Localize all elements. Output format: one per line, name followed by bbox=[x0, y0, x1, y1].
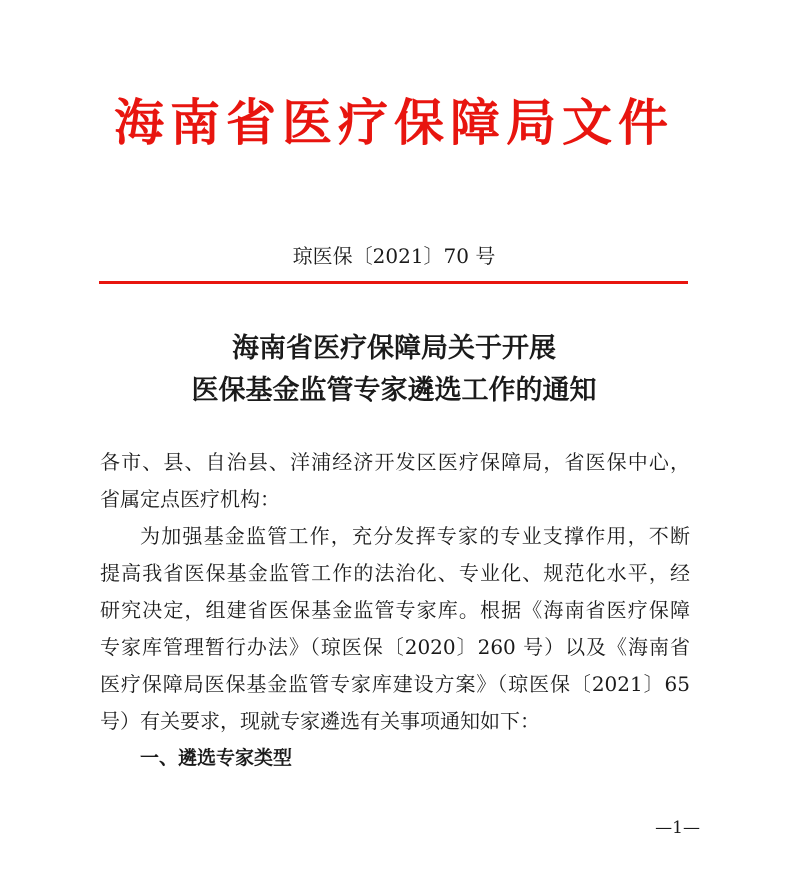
page-number: —1— bbox=[655, 818, 700, 838]
document-header-title: 海南省医疗保障局文件 bbox=[114, 93, 674, 152]
paragraph-line-6: 号）有关要求，现就专家遴选有关事项通知如下： bbox=[100, 709, 540, 733]
addressee-line-2: 省属定点医疗机构： bbox=[100, 487, 280, 511]
paragraph-line-3: 研究决定，组建省医保基金监管专家库。根据《海南省医疗保障 bbox=[100, 598, 690, 622]
notice-title-line-2: 医保基金监管专家遴选工作的通知 bbox=[191, 375, 597, 406]
addressee-line-1: 各市、县、自治县、洋浦经济开发区医疗保障局，省医保中心， bbox=[100, 450, 690, 474]
paragraph-line-4: 专家库管理暂行办法》（琼医保〔2020〕260 号）以及《海南省 bbox=[100, 635, 690, 659]
paragraph-line-1: 为加强基金监管工作，充分发挥专家的专业支撑作用，不断 bbox=[140, 524, 690, 548]
red-divider-rule bbox=[99, 281, 688, 284]
document-number: 琼医保〔2021〕70 号 bbox=[292, 244, 496, 268]
notice-body bbox=[100, 444, 690, 740]
notice-title-line-1: 海南省医疗保障局关于开展 bbox=[232, 333, 556, 364]
paragraph-line-5: 医疗保障局医保基金监管专家库建设方案》（琼医保〔2021〕65 bbox=[100, 672, 690, 696]
notice-title bbox=[0, 328, 788, 412]
paragraph-line-2: 提高我省医保基金监管工作的法治化、专业化、规范化水平，经 bbox=[100, 561, 690, 585]
section-heading: 一、遴选专家类型 bbox=[140, 747, 293, 769]
